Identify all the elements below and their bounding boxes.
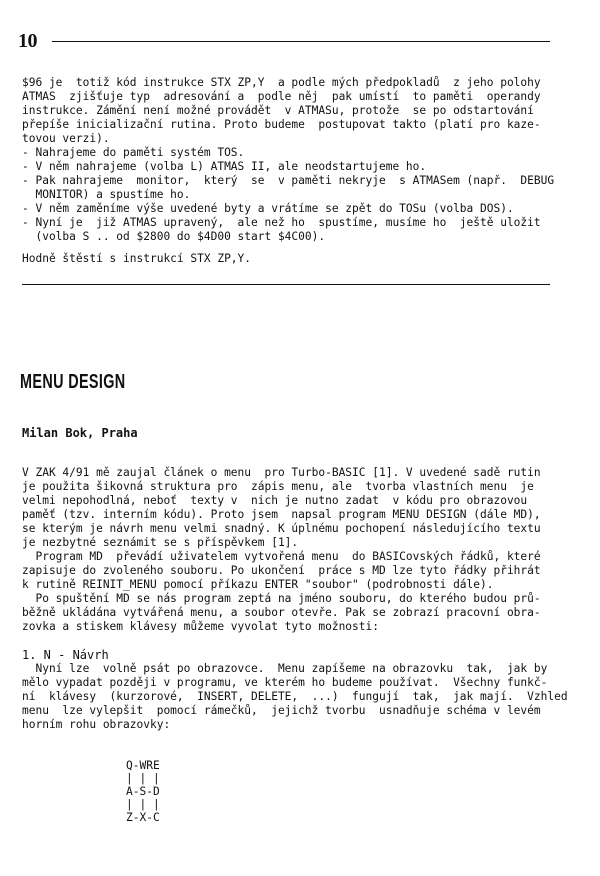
note-list-item: - V něm zaměníme výše uvedené byty a vrátíme se zpět do TOSu (volba DOS).: [22, 202, 514, 215]
paragraph-line: k rutině REINIT_MENU pomocí příkazu ENTER "soubor" (podrobnosti dále).: [22, 578, 494, 591]
paragraph-line: Program MD převádí uživatelem vytvořená menu do BASICovských řádků, které: [22, 550, 541, 563]
diagram-row: Z-X-C: [126, 811, 160, 824]
section-line: Nyní lze volně psát po obrazovce. Menu zapíšeme na obrazovku tak, jak by: [22, 662, 548, 675]
article-title: MENU DESIGN: [20, 371, 126, 393]
paragraph-line: paměť (tzv. interním kódu). Proto jsem napsal program MENU DESIGN (dále MD),: [22, 508, 541, 521]
paragraph-line: Po spuštění MD se nás program zeptá na jméno souboru, do kterého budou prů-: [22, 592, 541, 605]
key-frame-diagram: [126, 759, 160, 824]
paragraph-line: velmi nepohodlná, neboť texty v nich je nutno zadat v kódu pro obrazovou: [22, 494, 528, 507]
paragraph-line: zovka a stiskem klávesy můžeme vyvolat tyto možnosti:: [22, 620, 379, 633]
paragraph-line: běžně ukládána vytvářená menu, a soubor otevře. Pak se zobrazí pracovní obra-: [22, 606, 541, 619]
note-closing: Hodně štěstí s instrukcí STX ZP,Y.: [22, 252, 252, 265]
diagram-row: Q-WRE: [126, 759, 160, 772]
note-line: ATMAS zjišťuje typ adresování a podle něj pak umístí to paměti operandy: [22, 90, 541, 103]
note-line: instrukce. Zámění není možné provádět v ATMASu, protože se po odstartování: [22, 104, 534, 117]
page-number: 10: [18, 30, 37, 52]
header-rule: [52, 41, 550, 42]
note-line: přepíše inicializační rutina. Proto budeme postupovat takto (platí pro kaze-: [22, 118, 541, 131]
section-line: mělo vypadat později v programu, ve kterém ho budeme používat. Všechny funkč-: [22, 676, 548, 689]
note-line: $96 je totiž kód instrukce STX ZP,Y a podle mých předpokladů z jeho polohy: [22, 76, 541, 89]
note-list-item: MONITOR) a spustíme ho.: [22, 188, 191, 201]
diagram-row: A-S-D: [126, 785, 160, 798]
note-box: [22, 76, 562, 266]
section-heading: 1. N - Návrh: [22, 648, 109, 662]
article-body: [22, 466, 582, 732]
note-list-item: (volba S .. od $2800 do $4D00 start $4C00).: [22, 230, 326, 243]
article-author: Milan Bok, Praha: [22, 426, 138, 440]
section-line: menu lze vylepšit pomocí rámečků, jejichž tvorbu usnadňuje schéma v levém: [22, 704, 541, 717]
paragraph-line: se kterým je návrh menu velmi snadný. K úplnému pochopení následujícího textu: [22, 522, 541, 535]
note-list-item: - Pak nahrajeme monitor, který se v paměti nekryje s ATMASem (např. DEBUG: [22, 174, 555, 187]
section-line: horním rohu obrazovky:: [22, 718, 171, 731]
diagram-row: | | |: [126, 772, 160, 785]
note-spacer: [22, 244, 562, 252]
paragraph-line: V ZAK 4/91 mě zaujal článek o menu pro Turbo-BASIC [1]. V uvedené sadě rutin: [22, 466, 541, 479]
diagram-row: | | |: [126, 798, 160, 811]
paragraph-line: zapisuje do zvoleného souboru. Po ukončení práce s MD lze tyto řádky přihrát: [22, 564, 541, 577]
note-list-item: - Nahrajeme do paměti systém TOS.: [22, 146, 245, 159]
note-list-item: - V něm nahrajeme (volba L) ATMAS II, ale neodstartujeme ho.: [22, 160, 427, 173]
note-box-rule: [22, 284, 550, 285]
paragraph-line: je nezbytné seznámit se s příspěvkem [1].: [22, 536, 299, 549]
note-list-item: - Nyní je již ATMAS upravený, ale než ho spustíme, musíme ho ještě uložit: [22, 216, 541, 229]
section-line: ní klávesy (kurzorové, INSERT, DELETE, ...) fungují tak, jak mají. Vzhled: [22, 690, 568, 703]
paragraph-line: je použita šikovná struktura pro zápis menu, ale tvorba vlastních menu je: [22, 480, 534, 493]
note-line: tovou verzi).: [22, 132, 110, 145]
